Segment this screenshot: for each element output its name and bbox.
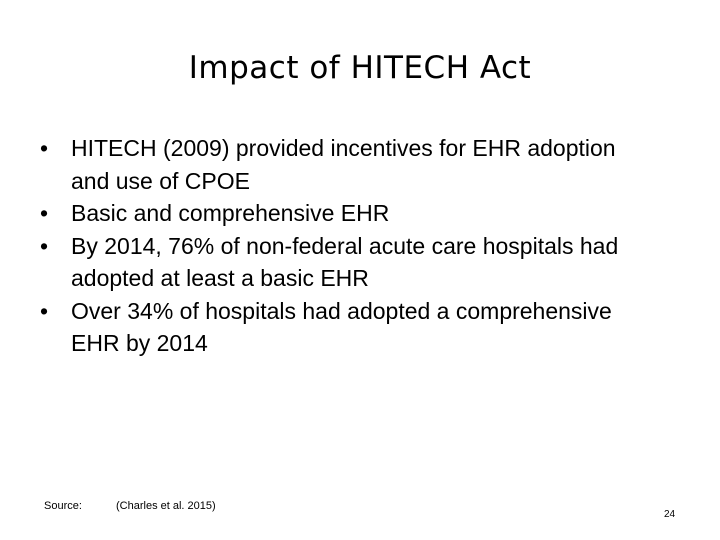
bullet-item (40, 197, 660, 230)
bullet-text: By 2014, 76% of non-federal acute care hospitals had adopted at least a basic EHR (71, 232, 619, 291)
bullet-text: Basic and comprehensive EHR (71, 200, 390, 226)
bullet-item (40, 230, 660, 295)
source-label: Source: (44, 500, 82, 512)
bullet-list (40, 132, 660, 360)
page-number: 24 (664, 509, 676, 520)
bullet-dot-icon: • (40, 200, 49, 226)
bullet-item (40, 132, 660, 197)
bullet-item (40, 295, 660, 360)
slide-title: Impact of HITECH Act (188, 50, 532, 86)
bullet-dot-icon: • (40, 135, 49, 161)
bullet-dot-icon: • (40, 232, 49, 259)
bullet-text: Over 34% of hospitals had adopted a comprehensive EHR by 2014 (71, 297, 612, 356)
source-citation: (Charles et al. 2015) (116, 500, 216, 512)
bullet-text: HITECH (2009) provided incentives for EHR adoption and use of CPOE (71, 135, 616, 194)
bullet-dot-icon: • (40, 297, 49, 324)
